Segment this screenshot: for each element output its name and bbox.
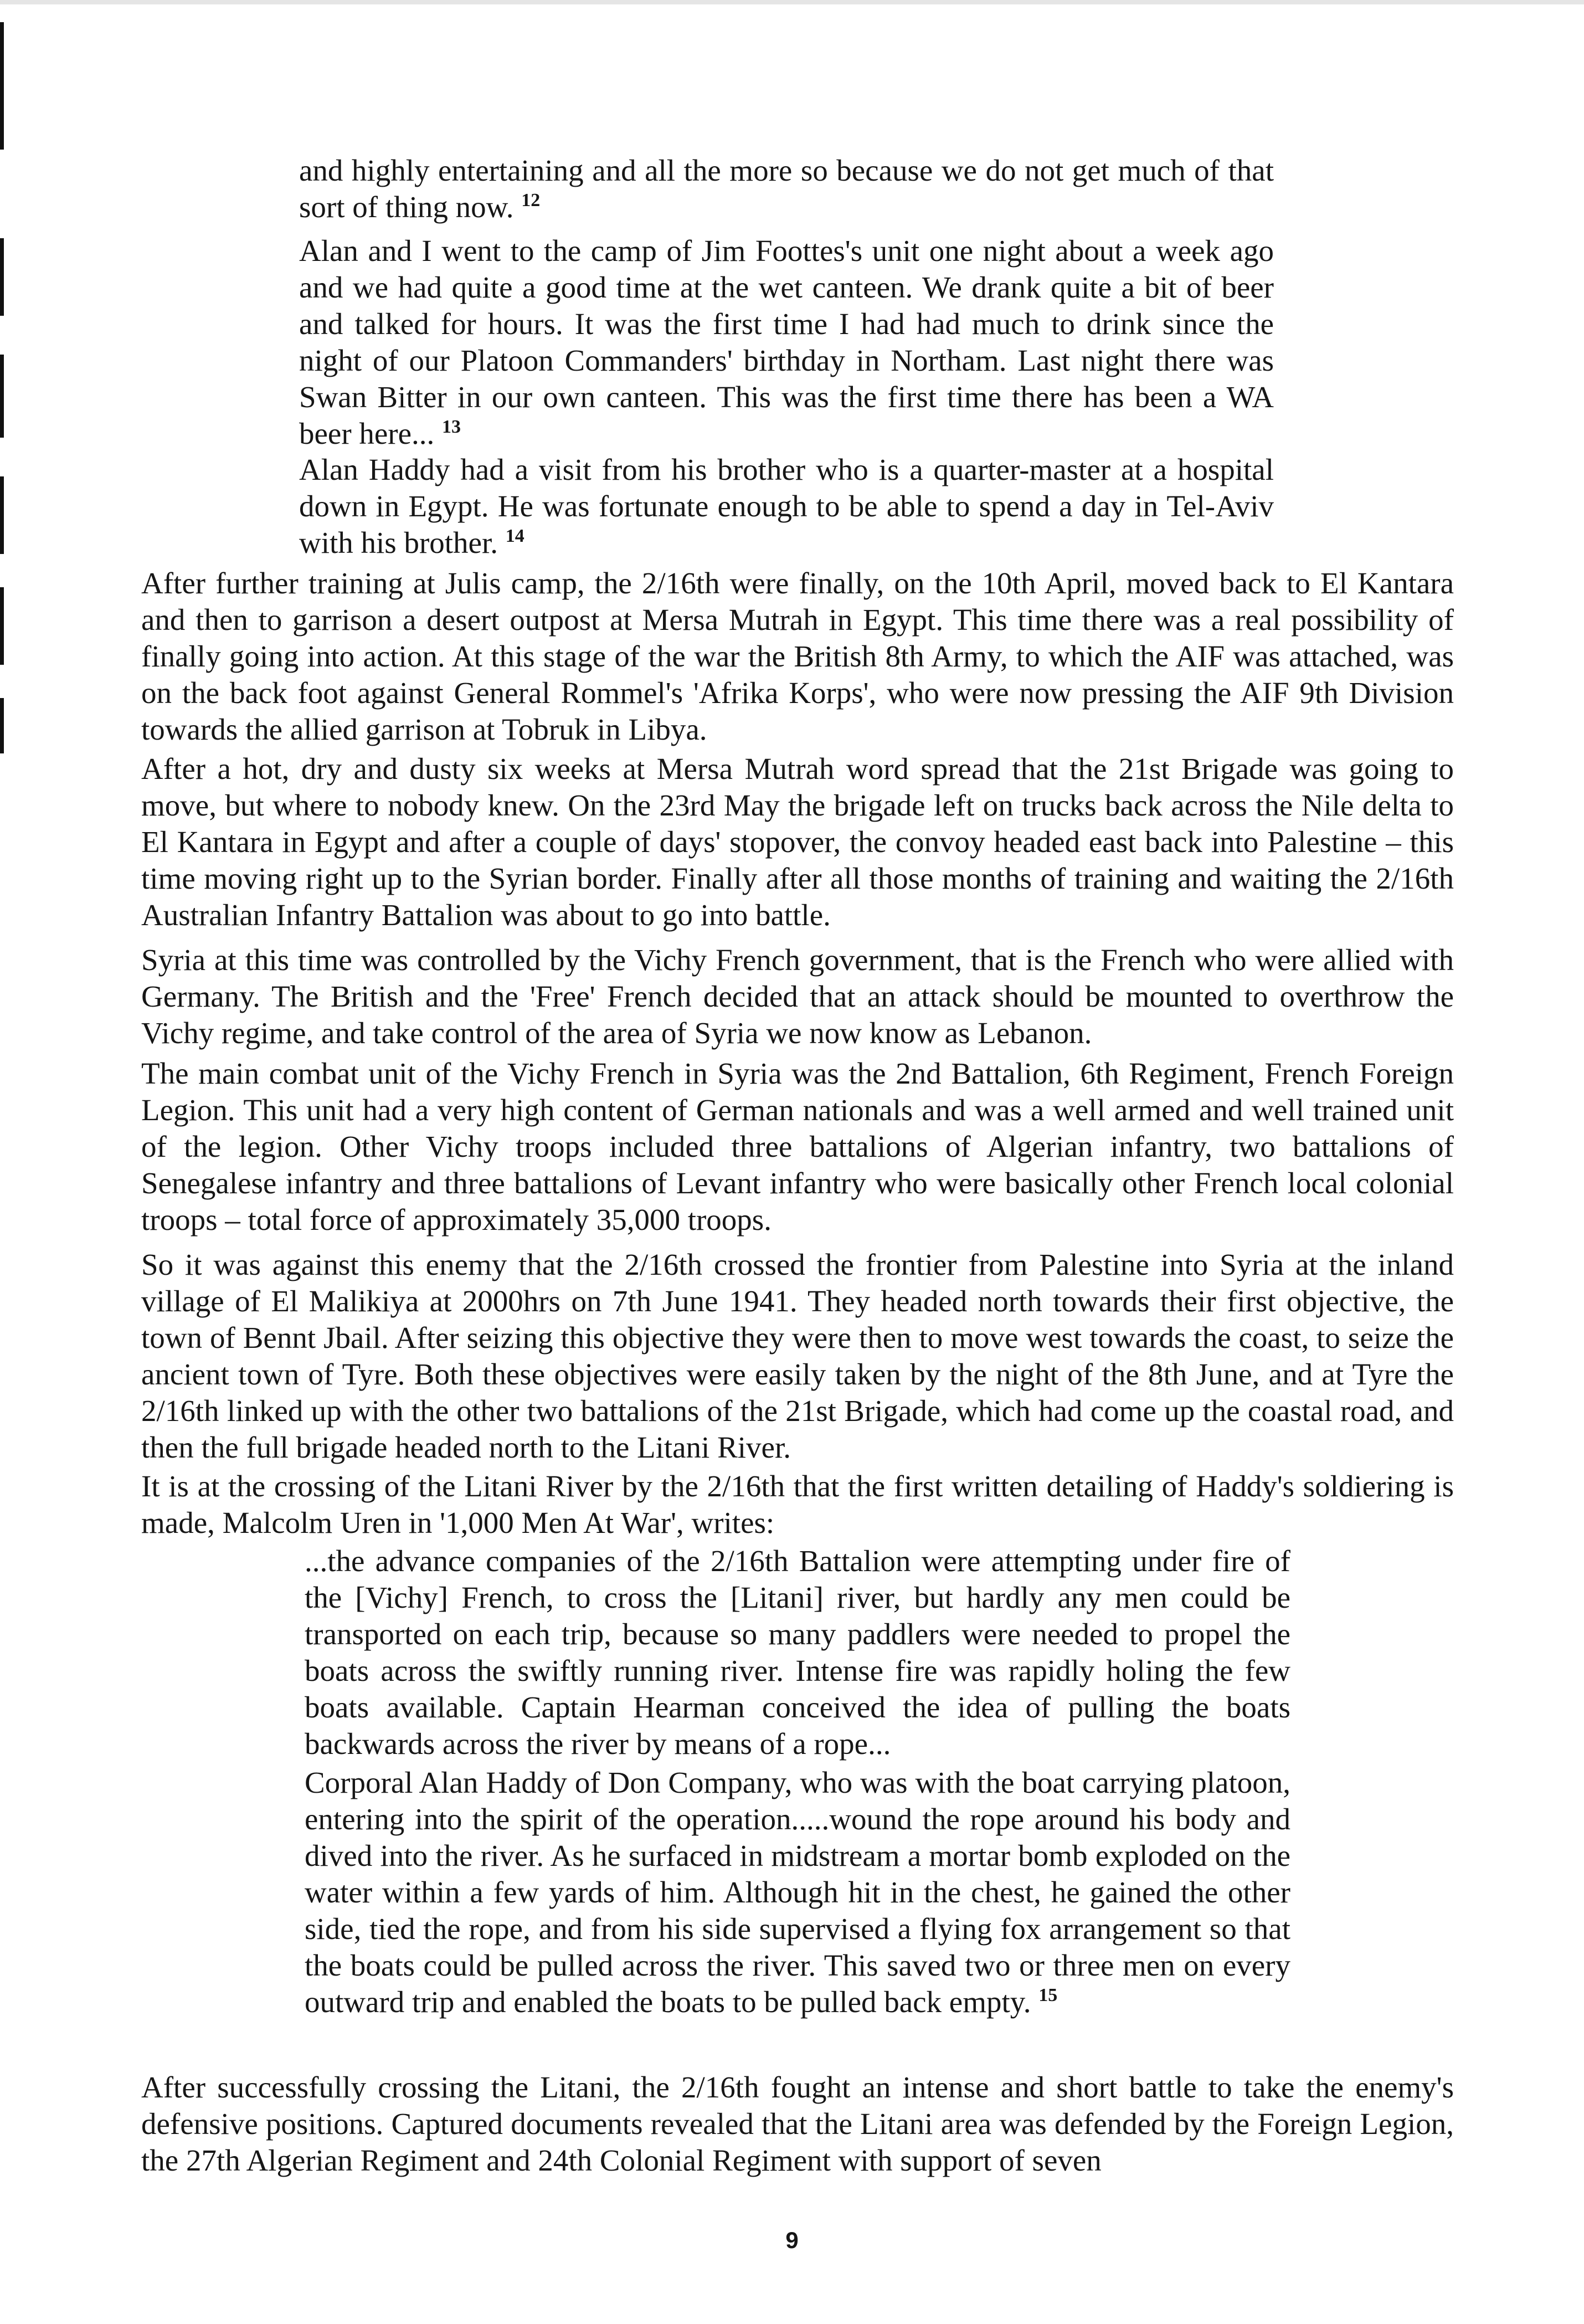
quote-text: ...the advance companies of the 2/16th Battalion were attempting under fire of the [Vichy] French, to cross the [Litani] river, but hardly any men could be transported on each trip, because so many paddlers were needed to propel the boats across the swiftly running river. Intense fire was rapidly holing the few boats available. Captain Hearman conceived the idea of pulling the boats backwards across the river by means of a rope... [305,1544,1290,1761]
body-paragraph: Syria at this time was controlled by the Vichy French government, that is the French who were allied with Germany. The British and the 'Free' French decided that an attack should be mounted to overthrow the Vichy regime, and take control of the area of Syria we now know as Lebanon. [141,943,1454,1050]
body-paragraph: The main combat unit of the Vichy French in Syria was the 2nd Battalion, 6th Regiment, French Foreign Legion. This unit had a very high content of German nationals and was a well armed and well trained unit of the legion. Other Vichy troops included three battalions of Algerian infantry, two battalions of Senegalese infantry and three battalions of Levant infantry who were basically other French local colonial troops – total force of approximately 35,000 troops. [141,1056,1454,1237]
quote-text: Alan Haddy had a visit from his brother who is a quarter-master at a hospital down in Egypt. He was fortunate enough to be able to spend a day in Tel-Aviv with his brother. [299,453,1274,560]
book-quote [305,1543,1290,1762]
book-quote [305,1764,1290,2020]
body-paragraph: So it was against this enemy that the 2/16th crossed the frontier from Palestine into Syria at the inland village of El Malikiya at 2000hrs on 7th June 1941. They headed north towards their first objective, the town of Bennt Jbail. After seizing this objective they were then to move west towards the coast, to seize the ancient town of Tyre. Both these objectives were easily taken by the night of the 8th June, and at Tyre the 2/16th linked up with the other two battalions of the 21st Brigade, which had come up the coastal road, and then the full brigade headed north to the Litani River. [141,1248,1454,1464]
footnote-ref: 13 [442,417,461,437]
closing-paragraph: After successfully crossing the Litani, the 2/16th fought an intense and short battle to take the enemy's defensive positions. Captured documents revealed that the Litani area was defended by the Foreign Legion, the 27th Algerian Regiment and 24th Colonial Regiment with support of seven [141,2070,1454,2177]
diary-quote [299,233,1274,452]
quote-text: Corporal Alan Haddy of Don Company, who was with the boat carrying platoon, entering into the spirit of the operation.....wound the rope around his body and dived into the river. As he surfaced in midstream a mortar bomb exploded on the water within a few yards of him. Although hit in the chest, he gained the other side, tied the rope, and from his side supervised a flying fox arrangement so that the boats could be pulled across the river. This saved two or three men on every outward trip and enabled the boats to be pulled back empty. [305,1766,1290,2019]
diary-quote [299,452,1274,561]
quote-text: Alan and I went to the camp of Jim Foottes's unit one night about a week ago and we had quite a good time at the wet canteen. We drank quite a bit of beer and talked for hours. It was the first time I had had much to drink since the night of our Platoon Commanders' birthday in Northam. Last night there was Swan Bitter in our own canteen. This was the first time there has been a WA beer here... [299,234,1274,450]
body-paragraph: After a hot, dry and dusty six weeks at Mersa Mutrah word spread that the 21st Brigade was going to move, but where to nobody knew. On the 23rd May the brigade left on trucks back across the Nile delta to El Kantara in Egypt and after a couple of days' stopover, the convoy headed east back into Palestine – this time moving right up to the Syrian border. Finally after all those months of training and waiting the 2/16th Australian Infantry Battalion was about to go into battle. [141,752,1454,932]
body-paragraph: It is at the crossing of the Litani River by the 2/16th that the first written detailing of Haddy's soldiering is made, Malcolm Uren in '1,000 Men At War', writes: [141,1469,1454,1540]
body-paragraph: After further training at Julis camp, the 2/16th were finally, on the 10th April, moved back to El Kantara and then to garrison a desert outpost at Mersa Mutrah in Egypt. This time there was a real possibility of finally going into action. At this stage of the war the British 8th Army, to which the AIF was attached, was on the back foot against General Rommel's 'Afrika Korps', who were now pressing the AIF 9th Division towards the allied garrison at Tobruk in Libya. [141,566,1454,746]
quote-text: and highly entertaining and all the more so because we do not get much of that sort of thing now. [299,153,1274,224]
footnote-ref: 15 [1038,1985,1058,2005]
diary-quote [299,152,1274,225]
page-number: 9 [785,2227,799,2253]
footnote-ref: 14 [505,526,524,546]
footnote-ref: 12 [521,190,541,211]
